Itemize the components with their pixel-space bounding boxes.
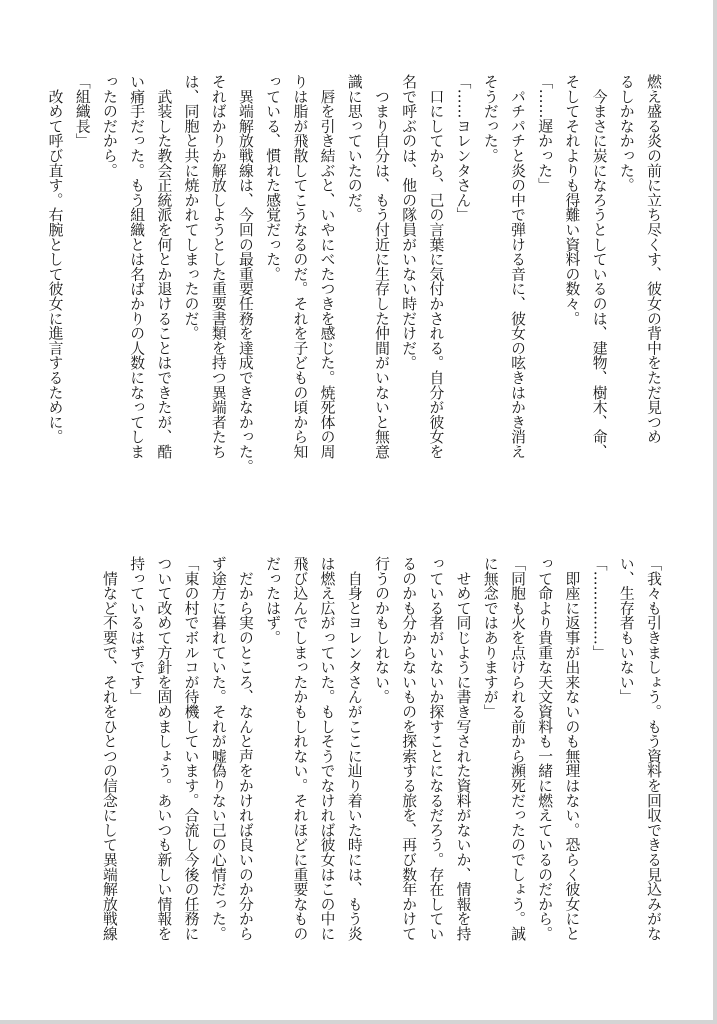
text-line: 燃え盛る炎の前に立ち尽くす、彼女の背中をただ見つめ xyxy=(645,74,662,444)
text-line: に無念ではありますが」 xyxy=(481,556,499,719)
text-line: 改めて呼び直す。右腕として彼女に進言するために。 xyxy=(46,74,64,444)
text-line: 口にしてから、己の言葉に気付かされる。自分が彼女を xyxy=(427,74,445,459)
text-line: 今まさに炭になろうとしているのは、建物、樹木、命、 xyxy=(590,74,608,459)
text-line: は燃え広がっていた。もしそうでなければ彼女はこの中に xyxy=(318,556,336,941)
text-line: そうだった。 xyxy=(481,74,499,163)
text-line: ったのだから。 xyxy=(100,74,118,178)
text-line: 「……遅かった」 xyxy=(536,74,554,193)
text-line: 異端解放戦線は、今回の最重要任務を達成できなかった。 xyxy=(236,74,254,474)
text-line: そればかりか解放しようとした重要書類を持つ異端者たち xyxy=(209,74,227,459)
text-line: 即座に返事が出来ないのも無理はない。恐らく彼女にと xyxy=(563,556,581,941)
text-line: パチパチと炎の中で弾ける音に、彼女の呟きはかき消え xyxy=(508,74,526,459)
text-line: 識に思っていたのだ。 xyxy=(345,74,363,222)
page-edge-bottom xyxy=(0,1020,717,1024)
text-line: りは脂が飛散してこうなるのだ。それを子どもの頃から知 xyxy=(291,74,309,459)
text-line: 情など不要で、それをひとつの信念にして異端解放戦線 xyxy=(100,556,118,941)
text-line: だったはず。 xyxy=(264,556,282,645)
text-line: って命より貴重な天文資料も一緒に燃えているのだから。 xyxy=(536,556,554,941)
text-line: 「……ヨレンタさん」 xyxy=(454,74,472,222)
text-line: だから実のところ、なんと声をかければ良いのか分から xyxy=(236,556,254,941)
text-line: 「同胞も火を点けられる前から瀕死だったのでしょう。誠 xyxy=(508,556,526,941)
text-line: は、同胞と共に焼かれてしまったのだ。 xyxy=(182,74,200,341)
text-line: 「……………」 xyxy=(590,556,608,660)
text-line: 「東の村でボルコが待機しています。合流し今後の任務に xyxy=(182,556,200,941)
text-line: 行うのかもしれない。 xyxy=(372,556,390,704)
text-line: 名で呼ぶのは、他の隊員がいない時だけだ。 xyxy=(400,74,418,370)
text-line: 飛び込んでしまったかもしれない。それほどに重要なもの xyxy=(291,556,309,941)
bottom-text-block xyxy=(96,556,667,992)
text-line: ず途方に暮れていた。それが嘘偽りない己の心情だった。 xyxy=(209,556,227,941)
text-line: ついて改めて方針を固めましょう。あいつも新しい情報を xyxy=(155,556,173,941)
text-line: 「組織長」 xyxy=(73,74,91,148)
text-line: い、生存者もいない」 xyxy=(617,556,635,704)
text-line: そしてそれよりも得難い資料の数々。 xyxy=(563,74,581,326)
text-line: っている者がいないか探すことになるだろう。存在してい xyxy=(427,556,445,941)
text-line: るしかなかった。 xyxy=(617,74,635,193)
text-line: せめて同じように書き写された資料がないか、情報を持 xyxy=(454,556,472,941)
text-line: っている、慣れた感覚だった。 xyxy=(264,74,282,282)
text-line: 武装した教会正統派を何とか退けることはできたが、酷 xyxy=(155,74,173,459)
text-line: い痛手だった。もう組織とは名ばかりの人数になってしま xyxy=(128,74,146,459)
text-line: 自身とヨレンタさんがここに辿り着いた時には、もう炎 xyxy=(345,556,363,941)
text-line: 「我々も引きましょう。もう資料を回収できる見込みがな xyxy=(645,556,662,941)
page-edge-right xyxy=(713,0,717,1024)
top-text-block xyxy=(41,74,667,510)
text-line: 持っているはずです」 xyxy=(128,556,146,704)
text-line: 唇を引き結ぶと、いやにべたつきを感じた。焼死体の周 xyxy=(318,74,336,459)
text-line: るのかも分からないものを探索する旅を、再び数年かけて xyxy=(400,556,418,941)
text-line: つまり自分は、もう付近に生存した仲間がいないと無意 xyxy=(372,74,390,459)
